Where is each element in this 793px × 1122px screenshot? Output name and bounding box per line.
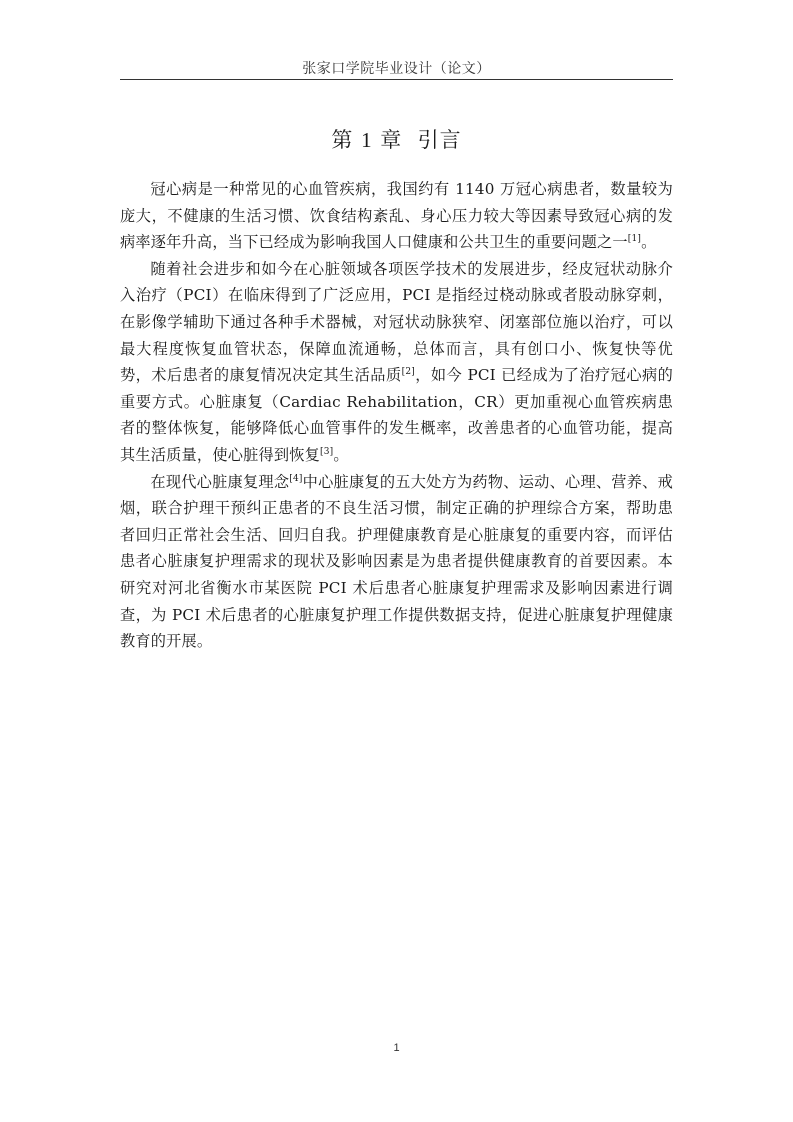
- paragraph-text: 随着社会进步和如今在心脏领域各项医学技术的发展进步，经皮冠状动脉介入治疗（PCI）在临床得到了广泛应用，PCI 是指经过桡动脉或者股动脉穿刺，在影像学辅助下通过各种手术器械，对冠状动脉狭窄、闭塞部位施以治疗，可以最大程度恢复血管状态，保障血流通畅，总体而言，具有创口小、恢复快等优势，术后患者的康复情况决定其生活品质: [120, 259, 673, 385]
- paragraph-text: ，如今 PCI 已经成为了治疗冠心病的重要方式。心脏康复（Cardiac Rehabilitation，CR）更加重视心血管疾病患者的整体恢复，能够降低心血管事件的发生概率，改善患者的心血管功能，提高其生活质量，使心脏得到恢复: [120, 366, 673, 464]
- body-text: [120, 176, 673, 655]
- paragraph-3: [120, 469, 673, 655]
- citation-ref: [2]: [401, 367, 415, 378]
- citation-ref: [1]: [627, 234, 642, 245]
- citation-ref: [4]: [289, 473, 303, 484]
- page-number: [120, 1042, 673, 1054]
- chapter-heading-text: 引言: [417, 128, 462, 152]
- paragraph-text: 中心脏康复的五大处方为药物、运动、心理、营养、戒烟，联合护理干预纠正患者的不良生活习惯，制定正确的护理综合方案，帮助患者回归正常社会生活、回归自我。护理健康教育是心脏康复的重要内容，而评估患者心脏康复护理需求的现状及影响因素是为患者提供健康教育的首要因素。本研究对河北省衡水市某医院 PCI 术后患者心脏康复护理需求及影响因素进行调查，为 PCI 术后患者的心脏康复护理工作提供数据支持，促进心脏康复护理健康教育的开展。: [120, 472, 673, 651]
- header-title: 张家口学院毕业设计（论文）: [302, 61, 491, 77]
- paragraph-text: 在现代心脏康复理念: [150, 472, 290, 491]
- chapter-suffix: 章: [380, 128, 403, 152]
- paragraph-1: [120, 176, 673, 256]
- citation-ref: [3]: [320, 446, 334, 457]
- page-header: [120, 58, 673, 78]
- paragraph-text: 冠心病是一种常见的心血管疾病，我国约有 1140 万冠心病患者，数量较为庞大，不健康的生活习惯、饮食结构紊乱、身心压力较大等因素导致冠心病的发病率逐年升高，当下已经成为影响我国人口健康和公共卫生的重要问题之一: [120, 180, 673, 252]
- chapter-prefix: 第: [331, 128, 354, 152]
- paragraph-text: 。: [641, 233, 657, 252]
- paragraph-text: 。: [333, 445, 349, 464]
- page-number-value: 1: [393, 1042, 400, 1054]
- chapter-title: [120, 124, 673, 154]
- header-divider: [120, 79, 673, 80]
- chapter-number: 1: [361, 128, 373, 152]
- paragraph-2: [120, 256, 673, 469]
